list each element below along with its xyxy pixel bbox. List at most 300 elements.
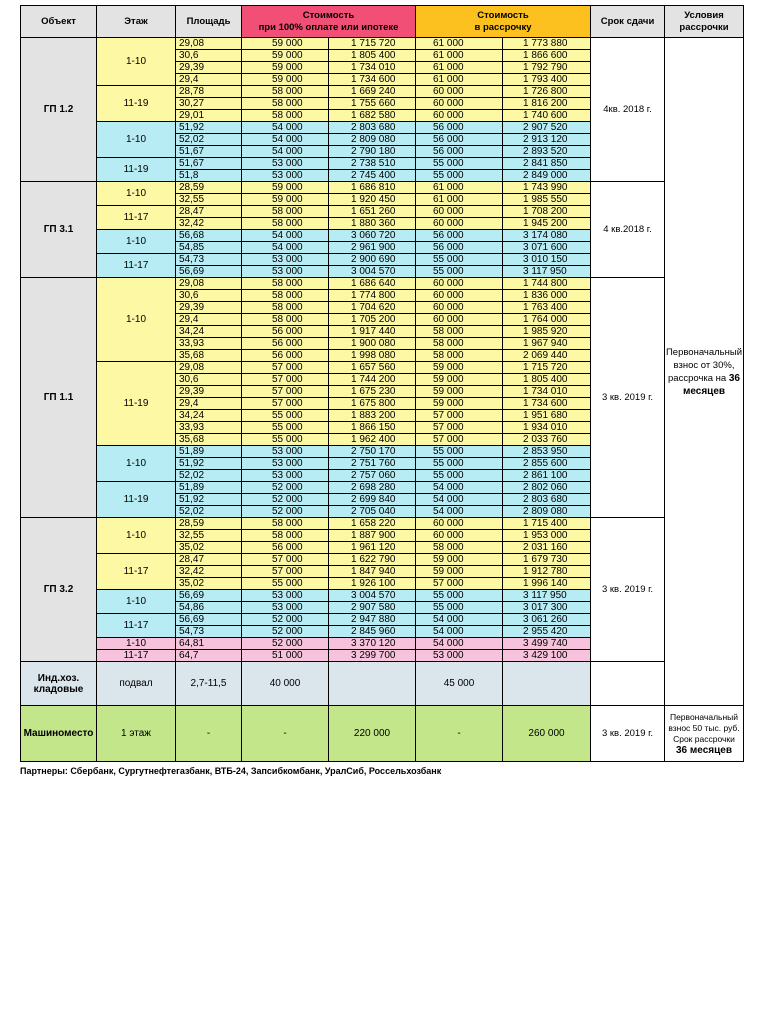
floor-range: 11-17 [97,206,176,230]
storage-row [21,662,744,706]
installment-conditions [665,38,744,706]
price-m2-cell: 58 000 [242,314,329,326]
area-cell: 29,08 [176,362,242,374]
installment-m2-cell: 58 000 [416,326,503,338]
installment-m2-cell: 59 000 [416,554,503,566]
area-cell: 30,6 [176,50,242,62]
storage-price-total [329,662,416,706]
parking-floor: 1 этаж [97,706,176,762]
storage-deadline [591,662,665,706]
storage-price-m2: 40 000 [242,662,329,706]
price-total-cell: 1 675 800 [329,398,416,410]
installment-total-cell: 1 912 780 [503,566,591,578]
area-cell: 29,08 [176,278,242,290]
installment-total-cell: 1 715 400 [503,518,591,530]
installment-m2-cell: 54 000 [416,626,503,638]
area-cell: 29,4 [176,314,242,326]
installment-total-cell: 1 679 730 [503,554,591,566]
area-cell: 35,68 [176,434,242,446]
floor-range: 1-10 [97,230,176,254]
installment-m2-cell: 60 000 [416,290,503,302]
installment-total-cell: 2 913 120 [503,134,591,146]
installment-m2-cell: 59 000 [416,386,503,398]
price-m2-cell: 57 000 [242,386,329,398]
area-cell: 28,59 [176,518,242,530]
price-total-cell: 2 809 080 [329,134,416,146]
area-cell: 34,24 [176,410,242,422]
price-total-cell: 1 962 400 [329,434,416,446]
price-total-cell: 1 926 100 [329,578,416,590]
installment-m2-cell: 60 000 [416,314,503,326]
object-name: ГП 1.1 [21,278,97,518]
floor-range: 11-17 [97,254,176,278]
price-m2-cell: 53 000 [242,602,329,614]
area-cell: 54,73 [176,626,242,638]
price-total-cell: 1 887 900 [329,530,416,542]
area-cell: 28,78 [176,86,242,98]
installment-total-cell: 1 715 720 [503,362,591,374]
header-object: Объект [21,6,97,38]
installment-m2-cell: 55 000 [416,254,503,266]
deadline-cell: 4 кв.2018 г. [591,182,665,278]
price-table [20,5,744,762]
installment-m2-cell: 59 000 [416,398,503,410]
header-price-installment: Стоимость в рассрочку [416,6,591,38]
price-total-cell: 2 751 760 [329,458,416,470]
installment-m2-cell: 58 000 [416,338,503,350]
price-m2-cell: 58 000 [242,98,329,110]
area-cell: 54,86 [176,602,242,614]
installment-m2-cell: 61 000 [416,182,503,194]
price-total-cell: 1 715 720 [329,38,416,50]
installment-m2-cell: 59 000 [416,374,503,386]
installment-total-cell: 1 763 400 [503,302,591,314]
installment-m2-cell: 55 000 [416,590,503,602]
floor-range: 1-10 [97,638,176,650]
price-total-cell: 1 651 260 [329,206,416,218]
price-total-cell: 1 961 120 [329,542,416,554]
price-total-cell: 2 790 180 [329,146,416,158]
installment-m2-cell: 56 000 [416,134,503,146]
header-deadline: Срок сдачи [591,6,665,38]
price-m2-cell: 51 000 [242,650,329,662]
installment-total-cell: 1 985 920 [503,326,591,338]
price-m2-cell: 56 000 [242,326,329,338]
price-total-cell: 1 686 810 [329,182,416,194]
installment-m2-cell: 60 000 [416,302,503,314]
area-cell: 51,92 [176,458,242,470]
installment-total-cell: 2 809 080 [503,506,591,518]
price-total-cell: 3 060 720 [329,230,416,242]
installment-m2-cell: 60 000 [416,218,503,230]
price-m2-cell: 52 000 [242,506,329,518]
installment-m2-cell: 55 000 [416,266,503,278]
price-m2-cell: 59 000 [242,38,329,50]
price-m2-cell: 57 000 [242,398,329,410]
price-m2-cell: 58 000 [242,290,329,302]
price-total-cell: 2 845 960 [329,626,416,638]
installment-m2-cell: 60 000 [416,86,503,98]
installment-m2-cell: 58 000 [416,542,503,554]
installment-total-cell: 1 985 550 [503,194,591,206]
price-m2-cell: 52 000 [242,494,329,506]
area-cell: 52,02 [176,470,242,482]
cond-line3: рассрочка на [668,372,727,384]
installment-m2-cell: 55 000 [416,158,503,170]
installment-total-cell: 3 499 740 [503,638,591,650]
price-m2-cell: 57 000 [242,362,329,374]
price-m2-cell: 56 000 [242,542,329,554]
price-total-cell: 1 900 080 [329,338,416,350]
parking-deadline: 3 кв. 2019 г. [591,706,665,762]
storage-floor: подвал [97,662,176,706]
price-total-cell: 1 917 440 [329,326,416,338]
installment-total-cell: 1 805 400 [503,374,591,386]
installment-total-cell: 1 934 010 [503,422,591,434]
installment-m2-cell: 54 000 [416,638,503,650]
price-m2-cell: 54 000 [242,146,329,158]
deadline-cell: 3 кв. 2019 г. [591,518,665,662]
area-cell: 28,59 [176,182,242,194]
header-price-full: Стоимость при 100% оплате или ипотеке [242,6,416,38]
installment-total-cell: 3 010 150 [503,254,591,266]
area-cell: 56,69 [176,614,242,626]
header-row [21,6,744,38]
floor-range: 11-17 [97,650,176,662]
area-cell: 30,6 [176,290,242,302]
floor-range: 1-10 [97,518,176,554]
price-total-cell: 2 961 900 [329,242,416,254]
parking-installment-m2: - [416,706,503,762]
installment-m2-cell: 59 000 [416,362,503,374]
installment-m2-cell: 55 000 [416,170,503,182]
area-cell: 33,93 [176,422,242,434]
price-total-cell: 1 920 450 [329,194,416,206]
area-cell: 51,92 [176,122,242,134]
price-table-body [21,38,744,762]
price-total-cell: 1 774 800 [329,290,416,302]
area-cell: 64,81 [176,638,242,650]
price-m2-cell: 52 000 [242,614,329,626]
floor-range: 11-17 [97,614,176,638]
price-total-cell: 1 755 660 [329,98,416,110]
area-cell: 30,27 [176,98,242,110]
table-row [21,518,744,530]
parking-area: - [176,706,242,762]
price-total-cell: 3 004 570 [329,266,416,278]
price-m2-cell: 57 000 [242,554,329,566]
price-m2-cell: 59 000 [242,182,329,194]
installment-total-cell: 2 802 060 [503,482,591,494]
area-cell: 29,4 [176,398,242,410]
installment-m2-cell: 61 000 [416,62,503,74]
installment-m2-cell: 61 000 [416,194,503,206]
price-m2-cell: 59 000 [242,74,329,86]
price-total-cell: 2 745 400 [329,170,416,182]
floor-range: 11-17 [97,554,176,590]
price-total-cell: 1 734 010 [329,62,416,74]
price-total-cell: 1 705 200 [329,314,416,326]
installment-m2-cell: 56 000 [416,122,503,134]
area-cell: 35,68 [176,350,242,362]
price-m2-cell: 59 000 [242,50,329,62]
object-name: ГП 3.2 [21,518,97,662]
installment-total-cell: 2 853 950 [503,446,591,458]
parking-conditions: Первоначальный взнос 50 тыс. руб. Срок рассрочки 36 месяцев [665,706,744,762]
price-m2-cell: 58 000 [242,302,329,314]
price-m2-cell: 58 000 [242,278,329,290]
area-cell: 32,42 [176,566,242,578]
parking-name: Машиноместо [21,706,97,762]
area-cell: 35,02 [176,542,242,554]
price-m2-cell: 58 000 [242,518,329,530]
price-m2-cell: 54 000 [242,242,329,254]
price-total-cell: 1 657 560 [329,362,416,374]
floor-range: 11-19 [97,86,176,122]
price-total-cell: 2 699 840 [329,494,416,506]
area-cell: 51,89 [176,446,242,458]
parking-price-total: 220 000 [329,706,416,762]
installment-total-cell: 1 726 800 [503,86,591,98]
parking-price-m2: - [242,706,329,762]
installment-total-cell: 3 017 300 [503,602,591,614]
price-m2-cell: 57 000 [242,566,329,578]
installment-m2-cell: 55 000 [416,446,503,458]
storage-installment-total [503,662,591,706]
price-total-cell: 2 900 690 [329,254,416,266]
price-m2-cell: 53 000 [242,266,329,278]
deadline-cell: 3 кв. 2019 г. [591,278,665,518]
installment-total-cell: 2 893 520 [503,146,591,158]
price-m2-cell: 54 000 [242,122,329,134]
table-row [21,38,744,50]
installment-m2-cell: 54 000 [416,506,503,518]
floor-range: 11-19 [97,482,176,518]
cond-line4: месяцев [682,385,726,397]
cond-line2: взнос от 30%, [673,359,735,371]
price-m2-cell: 55 000 [242,410,329,422]
installment-total-cell: 2 855 600 [503,458,591,470]
area-cell: 34,24 [176,326,242,338]
price-total-cell: 1 880 360 [329,218,416,230]
installment-m2-cell: 61 000 [416,74,503,86]
area-cell: 51,89 [176,482,242,494]
area-cell: 28,47 [176,554,242,566]
installment-m2-cell: 55 000 [416,602,503,614]
installment-total-cell: 3 117 950 [503,590,591,602]
installment-total-cell: 1 740 600 [503,110,591,122]
price-sheet [20,5,743,776]
installment-total-cell: 1 773 880 [503,38,591,50]
storage-name: Инд.хоз. кладовые [21,662,97,706]
deadline-cell: 4кв. 2018 г. [591,38,665,182]
price-total-cell: 1 658 220 [329,518,416,530]
area-cell: 32,55 [176,194,242,206]
price-total-cell: 2 750 170 [329,446,416,458]
installment-total-cell: 1 996 140 [503,578,591,590]
area-cell: 29,39 [176,386,242,398]
installment-total-cell: 1 836 000 [503,290,591,302]
area-cell: 51,92 [176,494,242,506]
price-total-cell: 1 675 230 [329,386,416,398]
price-m2-cell: 57 000 [242,374,329,386]
area-cell: 54,73 [176,254,242,266]
installment-total-cell: 3 429 100 [503,650,591,662]
area-cell: 29,4 [176,74,242,86]
price-m2-cell: 53 000 [242,458,329,470]
price-total-cell: 3 004 570 [329,590,416,602]
installment-total-cell: 1 951 680 [503,410,591,422]
area-cell: 33,93 [176,338,242,350]
price-total-cell: 1 669 240 [329,86,416,98]
price-total-cell: 2 738 510 [329,158,416,170]
installment-total-cell: 2 849 000 [503,170,591,182]
price-m2-cell: 56 000 [242,350,329,362]
installment-m2-cell: 60 000 [416,518,503,530]
floor-range: 11-19 [97,362,176,446]
installment-m2-cell: 54 000 [416,614,503,626]
installment-m2-cell: 55 000 [416,470,503,482]
installment-m2-cell: 56 000 [416,242,503,254]
cond-months-number: 36 [728,372,740,384]
area-cell: 64,7 [176,650,242,662]
installment-total-cell: 1 793 400 [503,74,591,86]
price-m2-cell: 53 000 [242,170,329,182]
installment-total-cell: 1 734 010 [503,386,591,398]
price-m2-cell: 58 000 [242,86,329,98]
price-m2-cell: 55 000 [242,422,329,434]
floor-range: 1-10 [97,122,176,158]
installment-total-cell: 1 816 200 [503,98,591,110]
area-cell: 54,85 [176,242,242,254]
floor-range: 1-10 [97,446,176,482]
installment-m2-cell: 58 000 [416,350,503,362]
header-area: Площадь [176,6,242,38]
area-cell: 29,01 [176,110,242,122]
price-total-cell: 1 744 200 [329,374,416,386]
price-m2-cell: 58 000 [242,218,329,230]
price-m2-cell: 58 000 [242,206,329,218]
installment-total-cell: 2 069 440 [503,350,591,362]
price-total-cell: 1 805 400 [329,50,416,62]
price-total-cell: 1 686 640 [329,278,416,290]
installment-total-cell: 3 174 080 [503,230,591,242]
installment-m2-cell: 57 000 [416,578,503,590]
area-cell: 52,02 [176,134,242,146]
installment-total-cell: 3 071 600 [503,242,591,254]
table-row [21,278,744,290]
area-cell: 30,6 [176,374,242,386]
installment-m2-cell: 57 000 [416,410,503,422]
price-total-cell: 1 622 790 [329,554,416,566]
installment-m2-cell: 57 000 [416,434,503,446]
area-cell: 32,42 [176,218,242,230]
object-name: ГП 3.1 [21,182,97,278]
header-conditions: Условия рассрочки [665,6,744,38]
installment-m2-cell: 60 000 [416,278,503,290]
price-total-cell: 3 299 700 [329,650,416,662]
installment-total-cell: 2 955 420 [503,626,591,638]
price-m2-cell: 59 000 [242,62,329,74]
installment-m2-cell: 56 000 [416,230,503,242]
floor-range: 1-10 [97,590,176,614]
area-cell: 29,39 [176,302,242,314]
price-m2-cell: 55 000 [242,434,329,446]
installment-m2-cell: 61 000 [416,38,503,50]
area-cell: 51,67 [176,146,242,158]
installment-total-cell: 3 117 950 [503,266,591,278]
installment-total-cell: 1 734 600 [503,398,591,410]
area-cell: 51,67 [176,158,242,170]
price-m2-cell: 52 000 [242,626,329,638]
area-cell: 32,55 [176,530,242,542]
price-m2-cell: 52 000 [242,638,329,650]
floor-range: 1-10 [97,182,176,206]
floor-range: 1-10 [97,38,176,86]
price-m2-cell: 53 000 [242,446,329,458]
price-m2-cell: 58 000 [242,530,329,542]
floor-range: 11-19 [97,158,176,182]
area-cell: 35,02 [176,578,242,590]
floor-range: 1-10 [97,278,176,362]
installment-m2-cell: 54 000 [416,494,503,506]
installment-total-cell: 1 708 200 [503,206,591,218]
installment-m2-cell: 60 000 [416,98,503,110]
installment-total-cell: 2 803 680 [503,494,591,506]
price-total-cell: 1 866 150 [329,422,416,434]
installment-total-cell: 2 841 850 [503,158,591,170]
price-m2-cell: 53 000 [242,158,329,170]
installment-m2-cell: 61 000 [416,50,503,62]
installment-total-cell: 1 953 000 [503,530,591,542]
area-cell: 28,47 [176,206,242,218]
installment-total-cell: 1 764 000 [503,314,591,326]
price-total-cell: 1 682 580 [329,110,416,122]
price-total-cell: 2 907 580 [329,602,416,614]
installment-m2-cell: 60 000 [416,530,503,542]
installment-total-cell: 1 967 940 [503,338,591,350]
price-m2-cell: 58 000 [242,110,329,122]
installment-total-cell: 1 743 990 [503,182,591,194]
area-cell: 52,02 [176,506,242,518]
price-total-cell: 1 883 200 [329,410,416,422]
price-total-cell: 2 757 060 [329,470,416,482]
installment-total-cell: 1 866 600 [503,50,591,62]
price-total-cell: 2 803 680 [329,122,416,134]
price-m2-cell: 56 000 [242,338,329,350]
price-m2-cell: 59 000 [242,194,329,206]
installment-total-cell: 2 907 520 [503,122,591,134]
installment-total-cell: 1 945 200 [503,218,591,230]
installment-m2-cell: 60 000 [416,110,503,122]
price-m2-cell: 53 000 [242,254,329,266]
price-total-cell: 1 998 080 [329,350,416,362]
price-total-cell: 3 370 120 [329,638,416,650]
cond-line1: Первоначальный [665,346,743,358]
area-cell: 56,69 [176,266,242,278]
price-m2-cell: 54 000 [242,230,329,242]
price-total-cell: 1 734 600 [329,74,416,86]
table-row [21,182,744,194]
price-m2-cell: 53 000 [242,590,329,602]
area-cell: 51,8 [176,170,242,182]
installment-m2-cell: 60 000 [416,206,503,218]
installment-total-cell: 1 744 800 [503,278,591,290]
storage-area: 2,7-11,5 [176,662,242,706]
installment-m2-cell: 57 000 [416,422,503,434]
price-total-cell: 2 947 880 [329,614,416,626]
area-cell: 29,39 [176,62,242,74]
